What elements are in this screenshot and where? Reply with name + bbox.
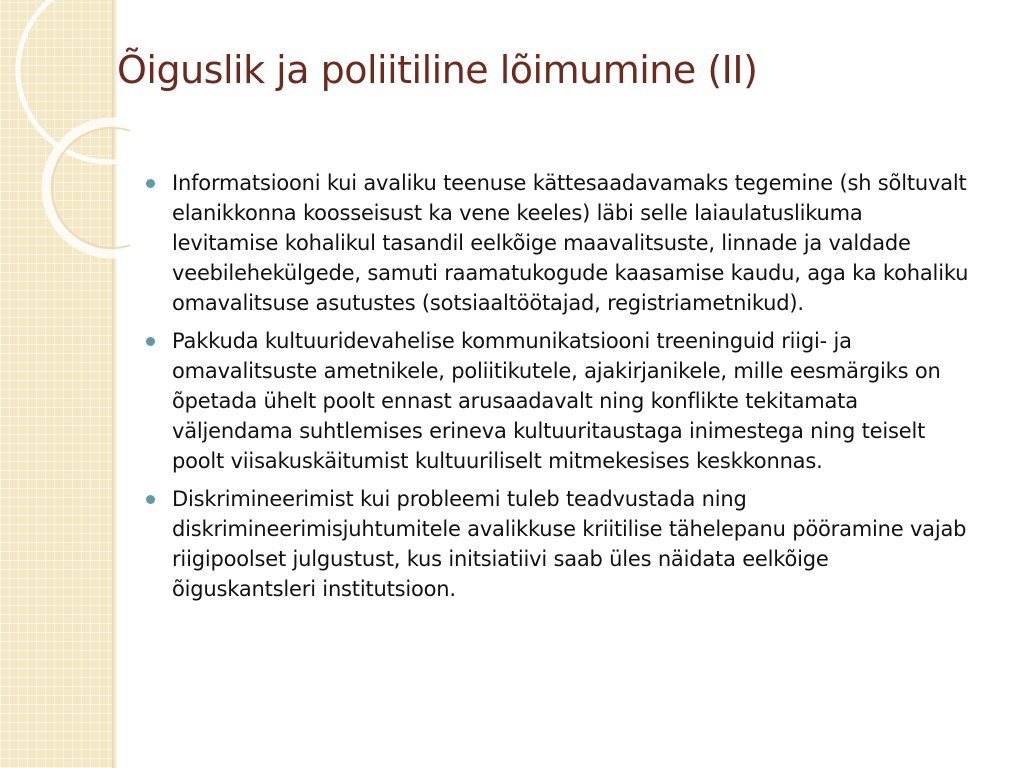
slide-content <box>144 168 974 612</box>
bullet-item <box>144 168 974 318</box>
decorative-ring-bottom <box>46 122 130 254</box>
bullet-dot-icon <box>146 179 155 188</box>
decorative-circles <box>0 0 130 290</box>
bullet-dot-icon <box>146 495 155 504</box>
slide-title: Õiguslik ja poliitiline lõimumine (II) <box>117 48 758 92</box>
bullet-text: Pakkuda kultuuridevahelise kommunikatsiooni treeninguid riigi- ja omavalitsuste ametnikele, poliitikutele, ajakirjanikele, mille eesmärgiks on õpetada ühelt poolt ennast arusaadavalt ning konflikte tekitamata väljendama suhtlemises erineva kultuuritaustaga inimestega ning teiselt poolt viisakuskäitumist kultuuriliselt mitmekesises keskkonnas. <box>172 329 941 473</box>
bullet-dot-icon <box>146 337 155 346</box>
bullet-item <box>144 326 974 476</box>
bullet-text: Diskrimineerimist kui probleemi tuleb teadvustada ning diskrimineerimisjuhtumitele avalikkuse kriitilise tähelepanu pööramine vajab riigipoolset julgustust, kus initsiatiivi saab üles näidata eelkõige õiguskantsleri institutsioon. <box>172 487 967 601</box>
bullet-list <box>144 168 974 604</box>
bullet-item <box>144 484 974 604</box>
bullet-text: Informatsiooni kui avaliku teenuse kättesaadavamaks tegemine (sh sõltuvalt elanikkonna koosseisust ka vene keeles) läbi selle laiaulatuslikuma levitamise kohalikul tasandil eelkõige maavalitsuste, linnade ja valdade veebilehekülgede, samuti raamatukogude kaasamise kaudu, aga ka kohaliku omavalitsuse asutustes (sotsiaaltöötajad, registriametnikud). <box>172 171 969 315</box>
